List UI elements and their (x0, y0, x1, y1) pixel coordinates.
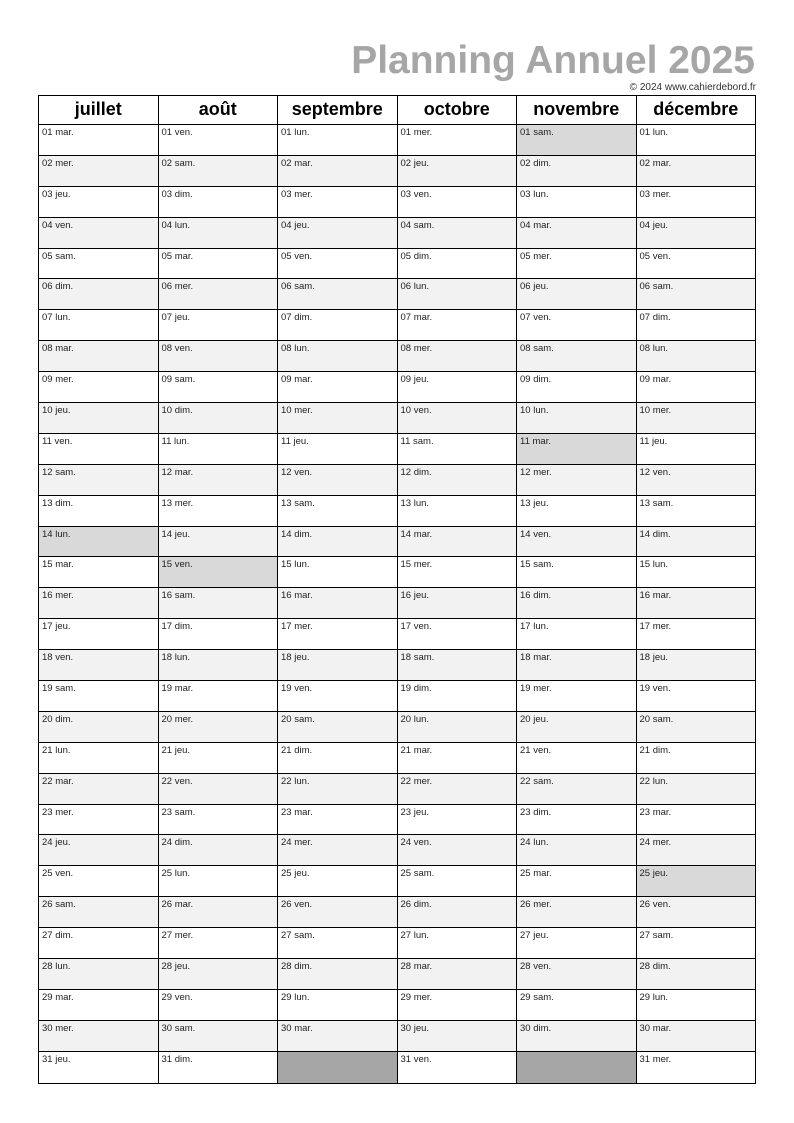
day-cell[interactable]: 19 dim. (398, 681, 517, 712)
day-cell[interactable]: 05 mar. (159, 249, 278, 280)
day-cell[interactable]: 16 jeu. (398, 588, 517, 619)
day-cell[interactable]: 07 dim. (278, 310, 397, 341)
copyright-text: © 2024 www.cahierdebord.fr (629, 82, 756, 93)
day-cell[interactable]: 11 lun. (159, 434, 278, 465)
day-cell[interactable]: 05 ven. (637, 249, 756, 280)
day-cell[interactable]: 26 sam. (39, 897, 158, 928)
day-cell[interactable]: 26 ven. (637, 897, 756, 928)
day-cell[interactable]: 28 jeu. (159, 959, 278, 990)
day-cell[interactable]: 28 dim. (278, 959, 397, 990)
day-cell[interactable]: 06 sam. (278, 279, 397, 310)
day-cell[interactable]: 01 lun. (278, 125, 397, 156)
day-cell[interactable]: 07 mar. (398, 310, 517, 341)
day-cell[interactable]: 03 jeu. (39, 187, 158, 218)
day-cell[interactable]: 10 mer. (637, 403, 756, 434)
day-cell[interactable]: 23 mer. (39, 805, 158, 836)
day-cell[interactable]: 23 sam. (159, 805, 278, 836)
day-cell[interactable]: 06 lun. (398, 279, 517, 310)
day-cell[interactable]: 27 sam. (278, 928, 397, 959)
day-cell[interactable]: 14 mar. (398, 527, 517, 558)
day-cell[interactable]: 04 lun. (159, 218, 278, 249)
day-cell[interactable]: 03 dim. (159, 187, 278, 218)
day-cell[interactable]: 27 dim. (39, 928, 158, 959)
day-cell[interactable]: 13 mer. (159, 496, 278, 527)
day-cell[interactable]: 04 sam. (398, 218, 517, 249)
day-cell[interactable]: 19 ven. (637, 681, 756, 712)
day-cell[interactable]: 17 lun. (517, 619, 636, 650)
day-cell[interactable]: 12 ven. (278, 465, 397, 496)
day-cell[interactable]: 24 jeu. (39, 835, 158, 866)
day-cell[interactable]: 06 dim. (39, 279, 158, 310)
day-cell[interactable]: 21 mar. (398, 743, 517, 774)
day-cell[interactable]: 24 mer. (278, 835, 397, 866)
day-cell[interactable]: 24 mer. (637, 835, 756, 866)
day-cell[interactable]: 30 mar. (637, 1021, 756, 1052)
day-cell[interactable]: 12 dim. (398, 465, 517, 496)
day-cell[interactable]: 11 sam. (398, 434, 517, 465)
day-cell[interactable]: 23 dim. (517, 805, 636, 836)
day-cell[interactable]: 01 mer. (398, 125, 517, 156)
day-cell[interactable]: 30 jeu. (398, 1021, 517, 1052)
day-cell[interactable]: 11 mar. (517, 434, 636, 465)
day-cell[interactable]: 09 mer. (39, 372, 158, 403)
day-cell[interactable]: 20 sam. (278, 712, 397, 743)
day-cell[interactable]: 08 mar. (39, 341, 158, 372)
day-cell[interactable]: 07 lun. (39, 310, 158, 341)
day-cell[interactable]: 01 mar. (39, 125, 158, 156)
day-cell[interactable]: 26 dim. (398, 897, 517, 928)
day-cell[interactable]: 05 ven. (278, 249, 397, 280)
day-cell[interactable]: 10 jeu. (39, 403, 158, 434)
day-cell[interactable]: 14 dim. (637, 527, 756, 558)
day-cell[interactable]: 17 dim. (159, 619, 278, 650)
day-cell[interactable]: 13 sam. (637, 496, 756, 527)
day-cell[interactable]: 18 ven. (39, 650, 158, 681)
day-cell[interactable]: 01 ven. (159, 125, 278, 156)
day-cell[interactable]: 08 lun. (278, 341, 397, 372)
day-cell[interactable]: 30 mer. (39, 1021, 158, 1052)
month-header: juillet (39, 96, 158, 125)
day-cell[interactable]: 26 mar. (159, 897, 278, 928)
day-cell[interactable]: 03 mer. (278, 187, 397, 218)
day-cell[interactable]: 28 lun. (39, 959, 158, 990)
day-cell[interactable]: 11 ven. (39, 434, 158, 465)
day-cell[interactable]: 12 ven. (637, 465, 756, 496)
day-cell[interactable]: 15 mer. (398, 557, 517, 588)
day-cell[interactable]: 12 mar. (159, 465, 278, 496)
day-cell[interactable]: 17 jeu. (39, 619, 158, 650)
month-header: août (159, 96, 278, 125)
day-cell[interactable]: 20 lun. (398, 712, 517, 743)
day-cell[interactable]: 29 lun. (637, 990, 756, 1021)
day-cell[interactable]: 09 mar. (637, 372, 756, 403)
day-cell[interactable]: 02 dim. (517, 156, 636, 187)
day-cell[interactable]: 25 mar. (517, 866, 636, 897)
day-cell[interactable]: 18 mar. (517, 650, 636, 681)
day-cell[interactable]: 27 lun. (398, 928, 517, 959)
day-cell[interactable]: 13 lun. (398, 496, 517, 527)
day-cell[interactable]: 29 mar. (39, 990, 158, 1021)
day-cell[interactable]: 08 sam. (517, 341, 636, 372)
day-cell[interactable]: 16 sam. (159, 588, 278, 619)
day-cell[interactable]: 26 ven. (278, 897, 397, 928)
day-cell[interactable]: 31 jeu. (39, 1052, 158, 1083)
day-cell[interactable]: 06 jeu. (517, 279, 636, 310)
day-cell[interactable]: 06 mer. (159, 279, 278, 310)
empty-day-cell (278, 1052, 397, 1083)
day-cell[interactable]: 20 jeu. (517, 712, 636, 743)
day-cell[interactable]: 04 mar. (517, 218, 636, 249)
day-cell[interactable]: 22 mer. (398, 774, 517, 805)
day-cell[interactable]: 24 dim. (159, 835, 278, 866)
day-cell[interactable]: 27 mer. (159, 928, 278, 959)
day-cell[interactable]: 04 jeu. (278, 218, 397, 249)
day-cell[interactable]: 18 sam. (398, 650, 517, 681)
day-cell[interactable]: 13 jeu. (517, 496, 636, 527)
month-column-5 (637, 96, 756, 1083)
day-cell[interactable]: 02 mer. (39, 156, 158, 187)
day-cell[interactable]: 02 jeu. (398, 156, 517, 187)
day-cell[interactable]: 08 lun. (637, 341, 756, 372)
day-cell[interactable]: 11 jeu. (637, 434, 756, 465)
day-cell[interactable]: 30 sam. (159, 1021, 278, 1052)
day-cell[interactable]: 25 jeu. (278, 866, 397, 897)
month-column-3 (398, 96, 518, 1083)
day-cell[interactable]: 16 mar. (637, 588, 756, 619)
day-cell[interactable]: 26 mer. (517, 897, 636, 928)
day-cell[interactable]: 22 ven. (159, 774, 278, 805)
day-cell[interactable]: 16 mar. (278, 588, 397, 619)
day-cell[interactable]: 09 mar. (278, 372, 397, 403)
day-cell[interactable]: 12 mer. (517, 465, 636, 496)
day-cell[interactable]: 30 dim. (517, 1021, 636, 1052)
day-cell[interactable]: 22 mar. (39, 774, 158, 805)
day-cell[interactable]: 03 ven. (398, 187, 517, 218)
day-cell[interactable]: 16 mer. (39, 588, 158, 619)
day-cell[interactable]: 01 sam. (517, 125, 636, 156)
day-cell[interactable]: 25 lun. (159, 866, 278, 897)
day-cell[interactable]: 08 mer. (398, 341, 517, 372)
day-cell[interactable]: 07 jeu. (159, 310, 278, 341)
day-cell[interactable]: 21 jeu. (159, 743, 278, 774)
day-cell[interactable]: 24 lun. (517, 835, 636, 866)
day-cell[interactable]: 10 dim. (159, 403, 278, 434)
day-cell[interactable]: 11 jeu. (278, 434, 397, 465)
day-cell[interactable]: 07 ven. (517, 310, 636, 341)
day-cell[interactable]: 25 jeu. (637, 866, 756, 897)
day-cell[interactable]: 07 dim. (637, 310, 756, 341)
day-cell[interactable]: 10 lun. (517, 403, 636, 434)
day-cell[interactable]: 19 mer. (517, 681, 636, 712)
day-cell[interactable]: 21 ven. (517, 743, 636, 774)
day-cell[interactable]: 09 jeu. (398, 372, 517, 403)
day-cell[interactable]: 10 ven. (398, 403, 517, 434)
day-cell[interactable]: 02 mar. (637, 156, 756, 187)
empty-day-cell (517, 1052, 636, 1083)
month-column-0 (39, 96, 159, 1083)
day-cell[interactable]: 29 mer. (398, 990, 517, 1021)
day-cell[interactable]: 01 lun. (637, 125, 756, 156)
day-cell[interactable]: 15 ven. (159, 557, 278, 588)
day-cell[interactable]: 31 ven. (398, 1052, 517, 1083)
day-cell[interactable]: 17 ven. (398, 619, 517, 650)
day-cell[interactable]: 30 mar. (278, 1021, 397, 1052)
day-cell[interactable]: 17 mer. (637, 619, 756, 650)
day-cell[interactable]: 03 lun. (517, 187, 636, 218)
day-cell[interactable]: 29 ven. (159, 990, 278, 1021)
month-column-2 (278, 96, 398, 1083)
day-cell[interactable]: 25 sam. (398, 866, 517, 897)
day-cell[interactable]: 16 dim. (517, 588, 636, 619)
day-cell[interactable]: 20 dim. (39, 712, 158, 743)
day-cell[interactable]: 14 dim. (278, 527, 397, 558)
day-cell[interactable]: 04 jeu. (637, 218, 756, 249)
day-cell[interactable]: 19 ven. (278, 681, 397, 712)
day-cell[interactable]: 10 mer. (278, 403, 397, 434)
day-cell[interactable]: 28 dim. (637, 959, 756, 990)
day-cell[interactable]: 05 sam. (39, 249, 158, 280)
day-cell[interactable]: 21 lun. (39, 743, 158, 774)
day-cell[interactable]: 21 dim. (278, 743, 397, 774)
month-column-1 (159, 96, 279, 1083)
month-header: septembre (278, 96, 397, 125)
day-cell[interactable]: 15 mar. (39, 557, 158, 588)
day-cell[interactable]: 12 sam. (39, 465, 158, 496)
day-cell[interactable]: 14 ven. (517, 527, 636, 558)
day-cell[interactable]: 08 ven. (159, 341, 278, 372)
day-cell[interactable]: 15 lun. (637, 557, 756, 588)
day-cell[interactable]: 09 sam. (159, 372, 278, 403)
day-cell[interactable]: 19 sam. (39, 681, 158, 712)
month-header: décembre (637, 96, 756, 125)
day-cell[interactable]: 29 lun. (278, 990, 397, 1021)
month-header: novembre (517, 96, 636, 125)
day-cell[interactable]: 13 dim. (39, 496, 158, 527)
day-cell[interactable]: 28 mar. (398, 959, 517, 990)
day-cell[interactable]: 22 sam. (517, 774, 636, 805)
day-cell[interactable]: 15 lun. (278, 557, 397, 588)
day-cell[interactable]: 09 dim. (517, 372, 636, 403)
day-cell[interactable]: 19 mar. (159, 681, 278, 712)
page-title: Planning Annuel 2025 (351, 39, 755, 82)
day-cell[interactable]: 18 jeu. (278, 650, 397, 681)
month-column-4 (517, 96, 637, 1083)
day-cell[interactable]: 22 lun. (278, 774, 397, 805)
day-cell[interactable]: 27 sam. (637, 928, 756, 959)
day-cell[interactable]: 02 mar. (278, 156, 397, 187)
day-cell[interactable]: 23 mar. (637, 805, 756, 836)
day-cell[interactable]: 28 ven. (517, 959, 636, 990)
day-cell[interactable]: 14 jeu. (159, 527, 278, 558)
day-cell[interactable]: 05 dim. (398, 249, 517, 280)
month-header: octobre (398, 96, 517, 125)
day-cell[interactable]: 24 ven. (398, 835, 517, 866)
day-cell[interactable]: 18 lun. (159, 650, 278, 681)
day-cell[interactable]: 27 jeu. (517, 928, 636, 959)
day-cell[interactable]: 15 sam. (517, 557, 636, 588)
day-cell[interactable]: 23 mar. (278, 805, 397, 836)
day-cell[interactable]: 23 jeu. (398, 805, 517, 836)
day-cell[interactable]: 05 mer. (517, 249, 636, 280)
day-cell[interactable]: 03 mer. (637, 187, 756, 218)
day-cell[interactable]: 22 lun. (637, 774, 756, 805)
day-cell[interactable]: 17 mer. (278, 619, 397, 650)
day-cell[interactable]: 14 lun. (39, 527, 158, 558)
day-cell[interactable]: 29 sam. (517, 990, 636, 1021)
day-cell[interactable]: 13 sam. (278, 496, 397, 527)
day-cell[interactable]: 25 ven. (39, 866, 158, 897)
day-cell[interactable]: 20 sam. (637, 712, 756, 743)
day-cell[interactable]: 18 jeu. (637, 650, 756, 681)
day-cell[interactable]: 20 mer. (159, 712, 278, 743)
day-cell[interactable]: 04 ven. (39, 218, 158, 249)
annual-planning-grid (38, 95, 756, 1084)
day-cell[interactable]: 06 sam. (637, 279, 756, 310)
day-cell[interactable]: 21 dim. (637, 743, 756, 774)
day-cell[interactable]: 02 sam. (159, 156, 278, 187)
day-cell[interactable]: 31 mer. (637, 1052, 756, 1083)
day-cell[interactable]: 31 dim. (159, 1052, 278, 1083)
